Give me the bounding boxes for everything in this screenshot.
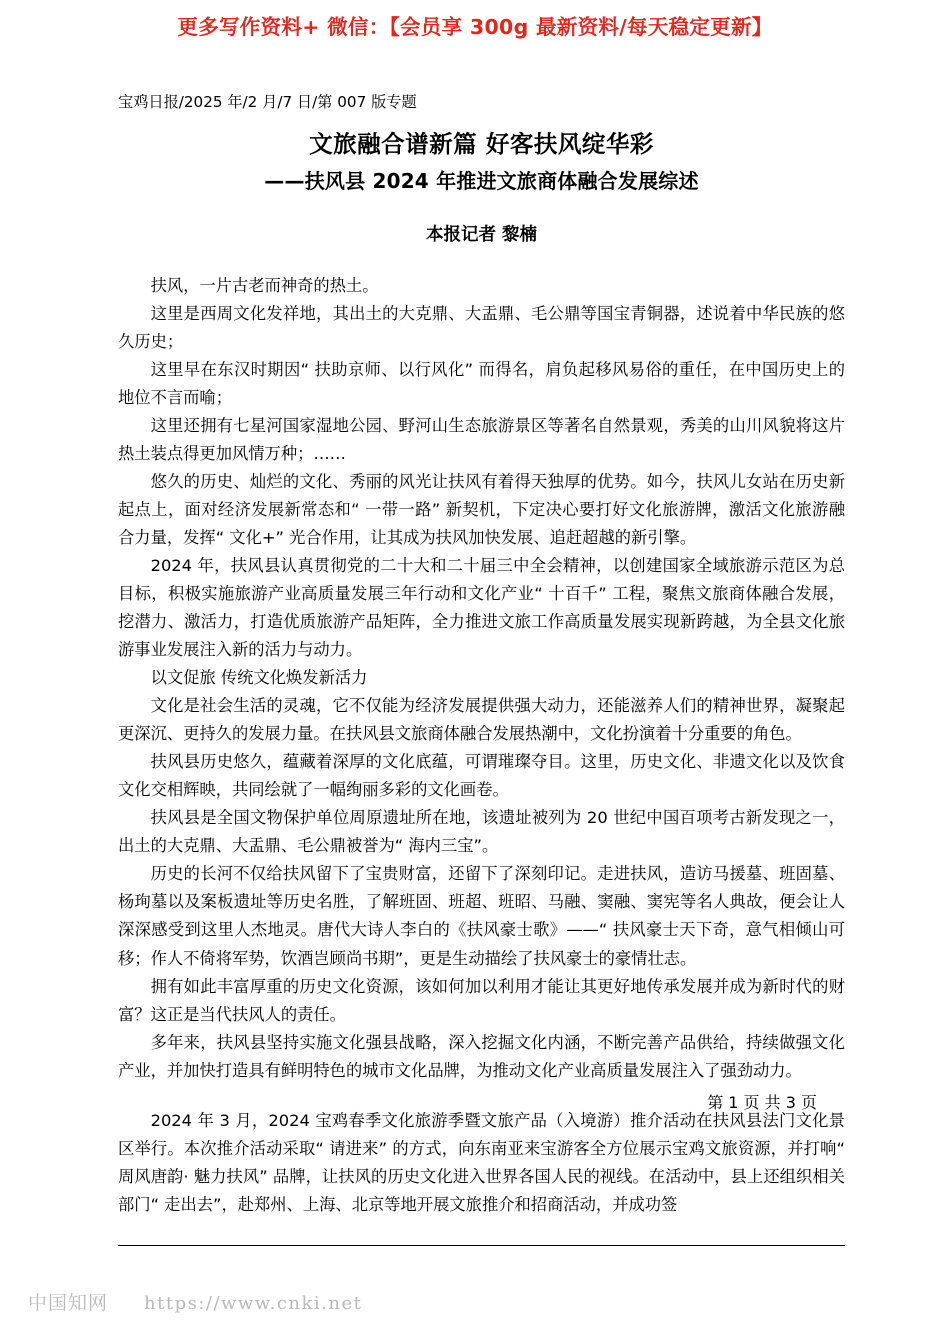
article-title: 文旅融合谱新篇 好客扶风绽华彩 xyxy=(309,129,654,158)
cnki-brand-label: 中国知网 xyxy=(28,1292,109,1314)
section-subheading: 以文促旅 传统文化焕发新活力 xyxy=(150,668,368,688)
paragraph: 扶风县是全国文物保护单位周原遗址所在地，该遗址被列为 20 世纪中国百项考古新发现之一，出土的大克鼎、大盂鼎、毛公鼎被誉为“ 海内三宝”。 xyxy=(118,808,845,856)
paragraph: 历史的长河不仅给扶风留下了宝贵财富，还留下了深刻印记。走进扶风，造访马援墓、班固墓、杨珣墓以及案板遗址等历史名胜，了解班固、班超、班昭、马融、窦融、窦宪等名人典故，便会让人深深感受到这里人杰地灵。唐代大诗人李白的《扶风豪士歌》——“ 扶风豪士天下奇，意气相倾山可移；作人不倚将军势，饮酒岂顾尚书期”，更是生动描绘了扶风豪士的豪情壮志。 xyxy=(118,864,845,968)
paragraph: 2024 年 3 月，2024 宝鸡春季文化旅游季暨文旅产品（入境游）推介活动在扶风县法门文化景区举行。本次推介活动采取“ 请进来” 的方式，向东南亚来宝游客全方位展示宝鸡文旅资源，并打响“ 周风唐韵· 魅力扶风” 品牌，让扶风的历史文化进入世界各国人民的视线。在活动中，县上还组织相关部门“ 走出去”，赴郑州、上海、北京等地开展文旅推介和招商活动，并成功签 xyxy=(118,1110,845,1214)
document-content xyxy=(118,90,845,1219)
paragraph: 这里还拥有七星河国家湿地公园、野河山生态旅游景区等著名自然景观，秀美的山川风貌将这片热土装点得更加风情万种；…… xyxy=(118,416,845,464)
paragraph: 多年来，扶风县坚持实施文化强县战略，深入挖掘文化内涵，不断完善产品供给，持续做强文化产业，并加快打造具有鲜明特色的城市文化品牌，为推动文化产业高质量发展注入了强劲动力。 xyxy=(118,1032,845,1080)
article-body xyxy=(118,272,845,1219)
page-number-footer: 第 1 页 共 3 页 xyxy=(707,1093,817,1112)
paragraph: 扶风，一片古老而神奇的热土。 xyxy=(150,276,379,296)
paragraph: 2024 年，扶风县认真贯彻党的二十大和二十届三中全会精神，以创建国家全域旅游示范区为总目标，积极实施旅游产业高质量发展三年行动和文化产业“ 十百千” 工程，聚焦文旅商体融合发展，挖潜力、激活力，打造优质旅游产品矩阵，全力推进文旅工作高质量发展实现新跨越，为全县文化旅游事业发展注入新的活力与动力。 xyxy=(118,556,845,660)
paragraph: 扶风县历史悠久，蕴藏着深厚的文化底蕴，可谓璀璨夺目。这里，历史文化、非遗文化以及饮食文化交相辉映，共同绘就了一幅绚丽多彩的文化画卷。 xyxy=(118,752,845,800)
paragraph: 这里是西周文化发祥地，其出土的大克鼎、大盂鼎、毛公鼎等国宝青铜器，述说着中华民族的悠久历史； xyxy=(118,304,845,352)
paragraph: 悠久的历史、灿烂的文化、秀丽的风光让扶风有着得天独厚的优势。如今，扶风儿女站在历史新起点上，面对经济发展新常态和“ 一带一路” 新契机，下定决心要打好文化旅游牌，激活文化旅游融合力量，发挥“ 文化+” 光合作用，让其成为扶风加快发展、追赶超越的新引擎。 xyxy=(118,472,845,548)
source-line: 宝鸡日报/2025 年/2 月/7 日/第 007 版专题 xyxy=(118,93,417,111)
paragraph: 文化是社会生活的灵魂，它不仅能为经济发展提供强大动力，还能滋养人们的精神世界，凝聚起更深沉、更持久的发展力量。在扶风县文旅商体融合发展热潮中，文化扮演着十分重要的角色。 xyxy=(118,696,845,744)
paragraph: 拥有如此丰富厚重的历史文化资源，该如何加以利用才能让其更好地传承发展并成为新时代的财富？这正是当代扶风人的责任。 xyxy=(118,976,845,1024)
cnki-url-label: https://www.cnki.net xyxy=(144,1293,363,1314)
promo-banner-text: 更多写作资料+ 微信：【会员享 300g 最新资料/每天稳定更新】 xyxy=(177,15,773,39)
article-subtitle: ——扶风县 2024 年推进文旅商体融合发展综述 xyxy=(264,168,699,193)
cnki-watermark xyxy=(28,1288,528,1315)
article-byline: 本报记者 黎楠 xyxy=(425,224,538,245)
paragraph: 这里早在东汉时期因“ 扶助京师、以行风化” 而得名，肩负起移风易俗的重任，在中国历史上的地位不言而喻； xyxy=(118,360,845,408)
footer-divider xyxy=(118,1245,845,1246)
